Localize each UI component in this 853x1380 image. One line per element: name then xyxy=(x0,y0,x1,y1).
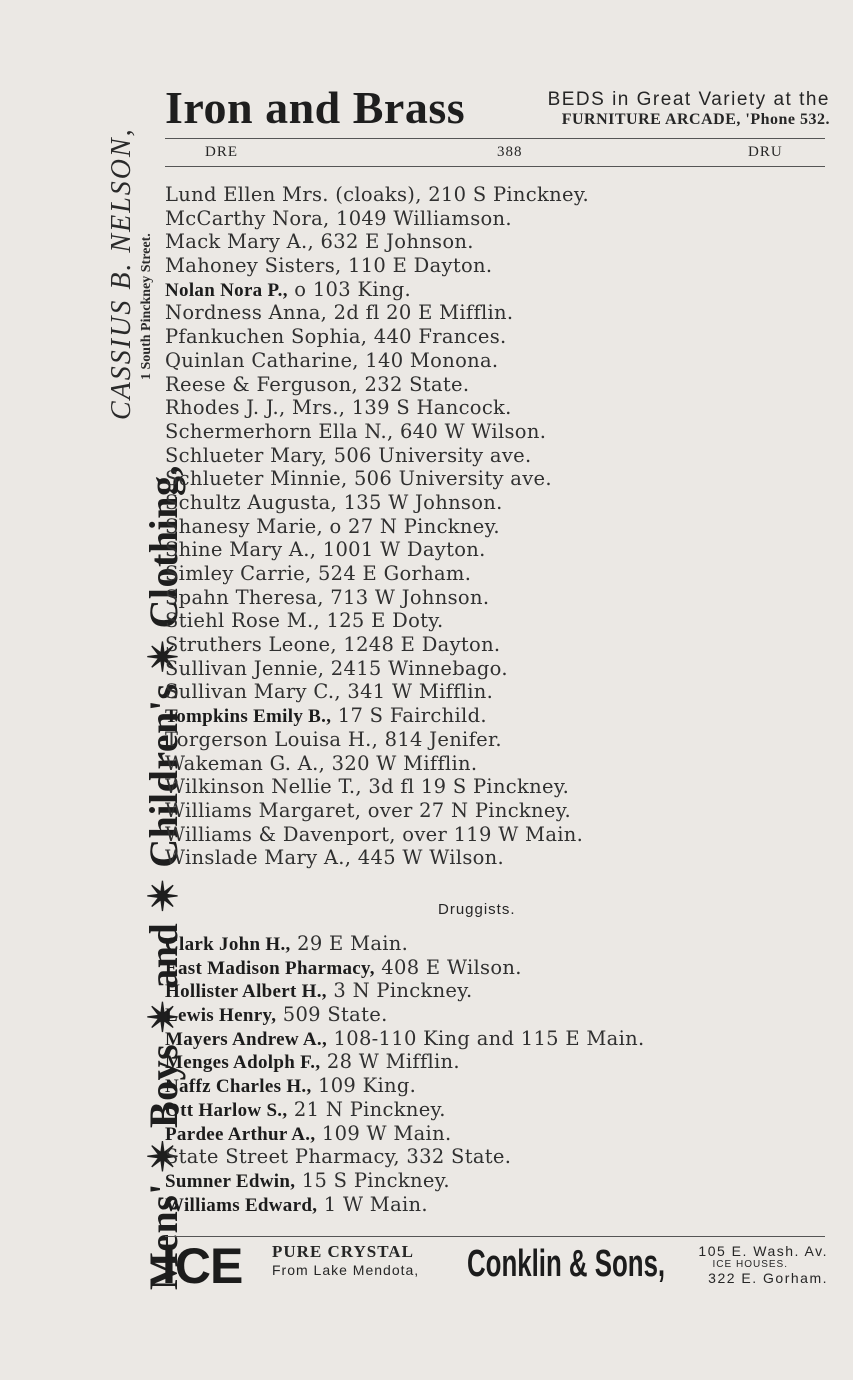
footer-company: Conklin & Sons, xyxy=(467,1243,666,1285)
directory-entries xyxy=(165,183,825,870)
entry-name: Stiehl Rose M., 125 E Doty. xyxy=(165,609,444,633)
list-item xyxy=(165,1027,825,1051)
entry-name: Schermerhorn Ella N., 640 W Wilson. xyxy=(165,419,547,443)
footer-pure-line1: PURE CRYSTAL xyxy=(272,1242,414,1261)
entry-name: Spahn Theresa, 713 W Johnson. xyxy=(165,585,490,609)
footer-pure-line2: From Lake Mendota, xyxy=(272,1262,420,1278)
list-item xyxy=(165,823,825,847)
side-ad-name: CASSIUS B. NELSON, xyxy=(106,127,137,420)
list-item xyxy=(165,562,825,586)
entry-name: Sullivan Jennie, 2415 Winnebago. xyxy=(165,656,508,680)
list-item xyxy=(165,254,825,278)
list-item xyxy=(165,657,825,681)
entry-address: 15 S Pinckney. xyxy=(295,1168,450,1192)
page-number: 388 xyxy=(497,144,523,160)
entry-name: Shine Mary A., 1001 W Dayton. xyxy=(165,538,486,562)
list-item xyxy=(165,1098,825,1122)
entry-name: Torgerson Louisa H., 814 Jenifer. xyxy=(165,727,502,751)
entry-name: Simley Carrie, 524 E Gorham. xyxy=(165,562,472,585)
entry-name: Wakeman G. A., 320 W Mifflin. xyxy=(165,751,478,775)
header-rule xyxy=(165,138,825,139)
list-item xyxy=(165,538,825,562)
list-item xyxy=(165,301,825,325)
entry-address: 3 N Pinckney. xyxy=(326,979,473,1003)
entry-name: Mahoney Sisters, 110 E Dayton. xyxy=(165,254,493,278)
entry-name: Rhodes J. J., Mrs., 139 S Hancock. xyxy=(165,396,512,420)
list-item xyxy=(165,515,825,539)
entry-name: Williams Edward, xyxy=(165,1194,318,1216)
list-item xyxy=(165,1050,825,1074)
entry-name: Williams & Davenport, over 119 W Main. xyxy=(165,822,584,846)
list-item xyxy=(165,728,825,752)
entry-name: McCarthy Nora, 1049 Williamson. xyxy=(165,206,512,230)
entry-address: 29 E Main. xyxy=(290,932,409,955)
entry-name: Schultz Augusta, 135 W Johnson. xyxy=(165,490,503,514)
footer-ice: ICE xyxy=(162,1238,243,1294)
entry-name: Struthers Leone, 1248 E Dayton. xyxy=(165,633,501,657)
footer-advertisement xyxy=(162,1238,832,1294)
entry-name: Pfankuchen Sophia, 440 Frances. xyxy=(165,325,507,349)
list-item xyxy=(165,467,825,491)
side-ad-nelson xyxy=(108,127,154,420)
entry-name: Mack Mary A., 632 E Johnson. xyxy=(165,230,474,254)
side-ad-street: 1 South Pinckney Street. xyxy=(139,233,154,380)
list-item xyxy=(165,1169,825,1193)
entry-name: Lund Ellen Mrs. (cloaks), 210 S Pinckney. xyxy=(165,183,590,206)
entry-name: Reese & Ferguson, 232 State. xyxy=(165,372,470,396)
list-item xyxy=(165,609,825,633)
entry-address: 109 W Main. xyxy=(315,1121,452,1145)
footer-rule xyxy=(165,1236,825,1237)
entry-name: Winslade Mary A., 445 W Wilson. xyxy=(165,846,505,870)
list-item xyxy=(165,932,825,956)
list-item xyxy=(165,207,825,231)
list-item xyxy=(165,979,825,1003)
list-item xyxy=(165,420,825,444)
entry-address: 509 State. xyxy=(276,1003,388,1027)
entry-name: Sumner Edwin, xyxy=(165,1170,296,1192)
list-item xyxy=(165,956,825,980)
footer-addr-line2: ICE HOUSES. xyxy=(712,1259,788,1270)
list-item xyxy=(165,396,825,420)
header-beds-line: BEDS in Great Variety at the xyxy=(547,89,830,110)
footer-pure-crystal xyxy=(272,1243,419,1279)
list-item xyxy=(165,1193,825,1217)
entry-name: Pardee Arthur A., xyxy=(165,1123,316,1145)
entry-address: 109 King. xyxy=(311,1074,417,1098)
list-item xyxy=(165,799,825,823)
entry-name: Clark John H., xyxy=(165,934,291,955)
entry-name: Menges Adolph F., xyxy=(165,1052,321,1074)
entry-name: State Street Pharmacy, 332 State. xyxy=(165,1145,512,1169)
entry-name: Schlueter Mary, 506 University ave. xyxy=(165,443,532,467)
entry-name: East Madison Pharmacy, xyxy=(165,957,375,979)
list-item xyxy=(165,491,825,515)
section-title-druggists: Druggists. xyxy=(438,901,516,918)
running-head-right: DRU xyxy=(748,144,783,160)
list-item xyxy=(165,325,825,349)
header-arcade-line: FURNITURE ARCADE, 'Phone 532. xyxy=(561,111,830,128)
entry-name: Williams Margaret, over 27 N Pinckney. xyxy=(165,798,571,822)
list-item xyxy=(165,1003,825,1027)
druggists-list xyxy=(165,932,825,1216)
list-item xyxy=(165,752,825,776)
side-ad-clothing: Mens' ✴ Boys ✴ and ✴ Children's ✴ Clothing, xyxy=(141,465,186,1290)
entry-name: Naffz Charles H., xyxy=(165,1076,312,1098)
entry-address: 408 E Wilson. xyxy=(374,955,522,979)
footer-addr-line3: 322 E. Gorham. xyxy=(708,1270,828,1286)
footer-address xyxy=(698,1243,828,1286)
entry-address: 21 N Pinckney. xyxy=(287,1097,446,1121)
list-item xyxy=(165,1145,825,1169)
entry-name: Wilkinson Nellie T., 3d fl 19 S Pinckney. xyxy=(165,775,570,799)
running-head-rule xyxy=(165,166,825,167)
list-item xyxy=(165,704,825,728)
entry-name: Lewis Henry, xyxy=(165,1005,277,1027)
entry-name: Sullivan Mary C., 341 W Mifflin. xyxy=(165,680,494,704)
list-item xyxy=(165,775,825,799)
list-item xyxy=(165,183,825,207)
list-item xyxy=(165,278,825,302)
footer-addr-line1: 105 E. Wash. Av. xyxy=(698,1243,828,1259)
entry-name: Shanesy Marie, o 27 N Pinckney. xyxy=(165,514,500,538)
list-item xyxy=(165,444,825,468)
header-advertisement xyxy=(165,82,830,135)
entry-address: o 103 King. xyxy=(287,277,411,301)
list-item xyxy=(165,1122,825,1146)
entry-name: Nolan Nora P., xyxy=(165,279,288,301)
header-furniture-arcade xyxy=(548,89,830,129)
entry-address: 28 W Mifflin. xyxy=(320,1050,460,1074)
list-item xyxy=(165,230,825,254)
entry-address: 17 S Fairchild. xyxy=(331,704,487,728)
list-item xyxy=(165,1074,825,1098)
entry-name: Hollister Albert H., xyxy=(165,981,327,1003)
entry-name: Quinlan Catharine, 140 Monona. xyxy=(165,348,499,372)
running-head-left: DRE xyxy=(205,144,238,160)
entry-name: Ott Harlow S., xyxy=(165,1099,288,1121)
list-item xyxy=(165,349,825,373)
entry-name: Mayers Andrew A., xyxy=(165,1028,328,1050)
side-advertisement xyxy=(0,0,186,1380)
entry-name: Tompkins Emily B., xyxy=(165,706,332,728)
entry-address: 1 W Main. xyxy=(317,1192,428,1216)
list-item xyxy=(165,846,825,870)
list-item xyxy=(165,680,825,704)
entry-address: 108-110 King and 115 E Main. xyxy=(327,1026,645,1050)
list-item xyxy=(165,373,825,397)
entry-name: Schlueter Minnie, 506 University ave. xyxy=(165,467,552,491)
list-item xyxy=(165,633,825,657)
entry-name: Nordness Anna, 2d fl 20 E Mifflin. xyxy=(165,301,514,325)
list-item xyxy=(165,586,825,610)
header-iron-brass: Iron and Brass xyxy=(165,82,466,133)
